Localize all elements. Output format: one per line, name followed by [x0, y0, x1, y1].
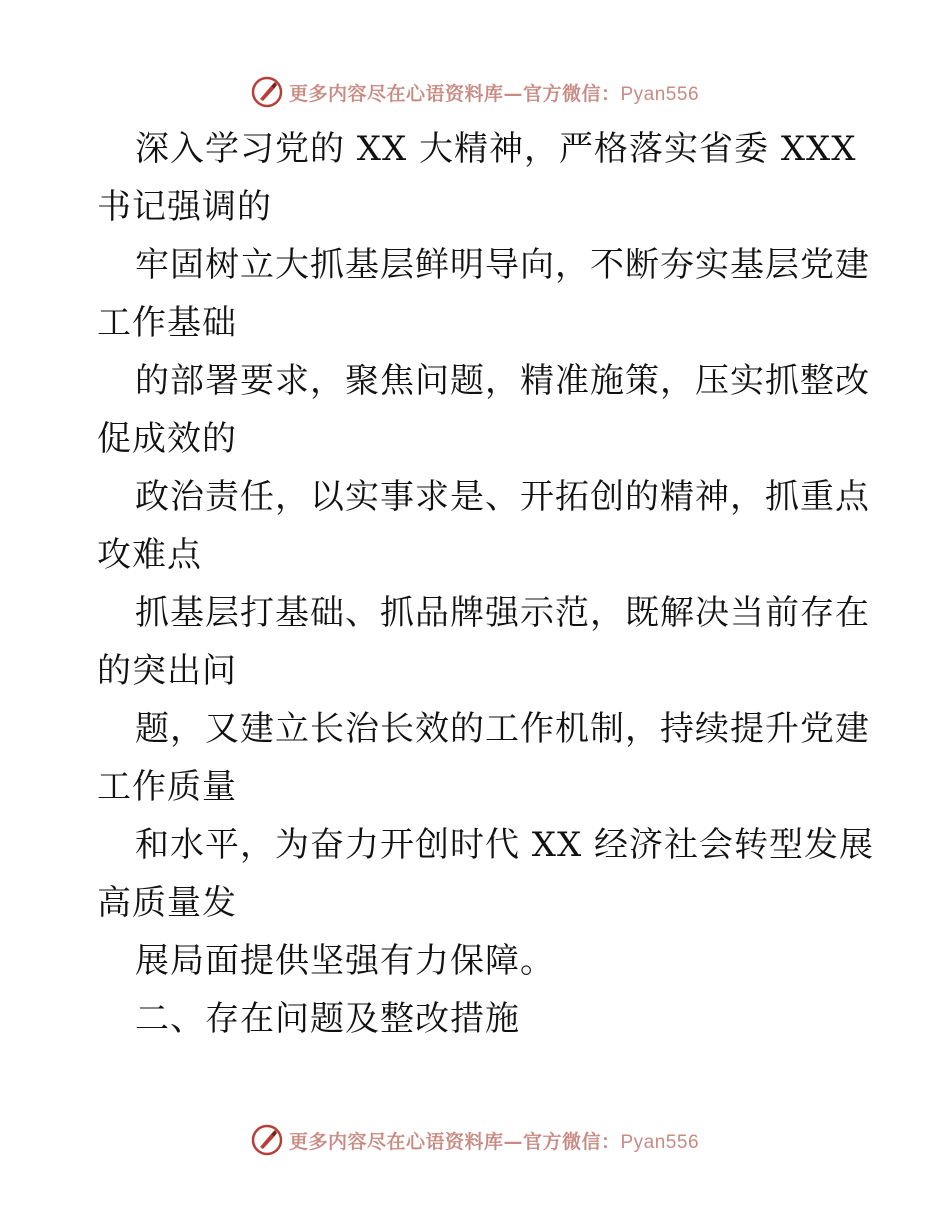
- text-line: 展局面提供坚强有力保障。: [135, 941, 555, 981]
- text-line: 题，又建立长治长效的工作机制，持续提升党建: [135, 709, 870, 749]
- text-line: 促成效的: [97, 419, 237, 459]
- text-line: 高质量发: [97, 883, 237, 923]
- text-line: 政治责任，以实事求是、开拓创的精神，抓重点: [135, 477, 870, 517]
- text-line: 和水平，为奋力开创时代 XX 经济社会转型发展: [135, 825, 875, 865]
- watermark-id: Pyan556: [620, 83, 700, 105]
- pen-logo-icon: [251, 1124, 283, 1156]
- text-line: 的部署要求，聚焦问题，精准施策，压实抓整改: [135, 361, 870, 401]
- watermark-text: 更多内容尽在心语资料库—官方微信：Pyan556: [288, 1130, 700, 1153]
- watermark-footer: [0, 1120, 950, 1160]
- text-line: 工作质量: [97, 767, 237, 807]
- text-line: 深入学习党的 XX 大精神，严格落实省委 XXX: [135, 129, 857, 169]
- watermark-header: [0, 72, 950, 112]
- watermark-id: Pyan556: [620, 1131, 700, 1153]
- text-line: 二、存在问题及整改措施: [135, 999, 520, 1039]
- text-line: 牢固树立大抓基层鲜明导向，不断夯实基层党建: [135, 245, 870, 285]
- watermark-text: 更多内容尽在心语资料库—官方微信：Pyan556: [288, 82, 700, 105]
- pen-logo-icon: [251, 76, 283, 108]
- text-line: 抓基层打基础、抓品牌强示范，既解决当前存在: [135, 593, 870, 633]
- text-line: 攻难点: [97, 535, 202, 575]
- text-line: 的突出问: [97, 651, 237, 691]
- text-line: 工作基础: [97, 303, 237, 343]
- text-line: 书记强调的: [97, 187, 272, 227]
- document-body: [97, 120, 875, 1048]
